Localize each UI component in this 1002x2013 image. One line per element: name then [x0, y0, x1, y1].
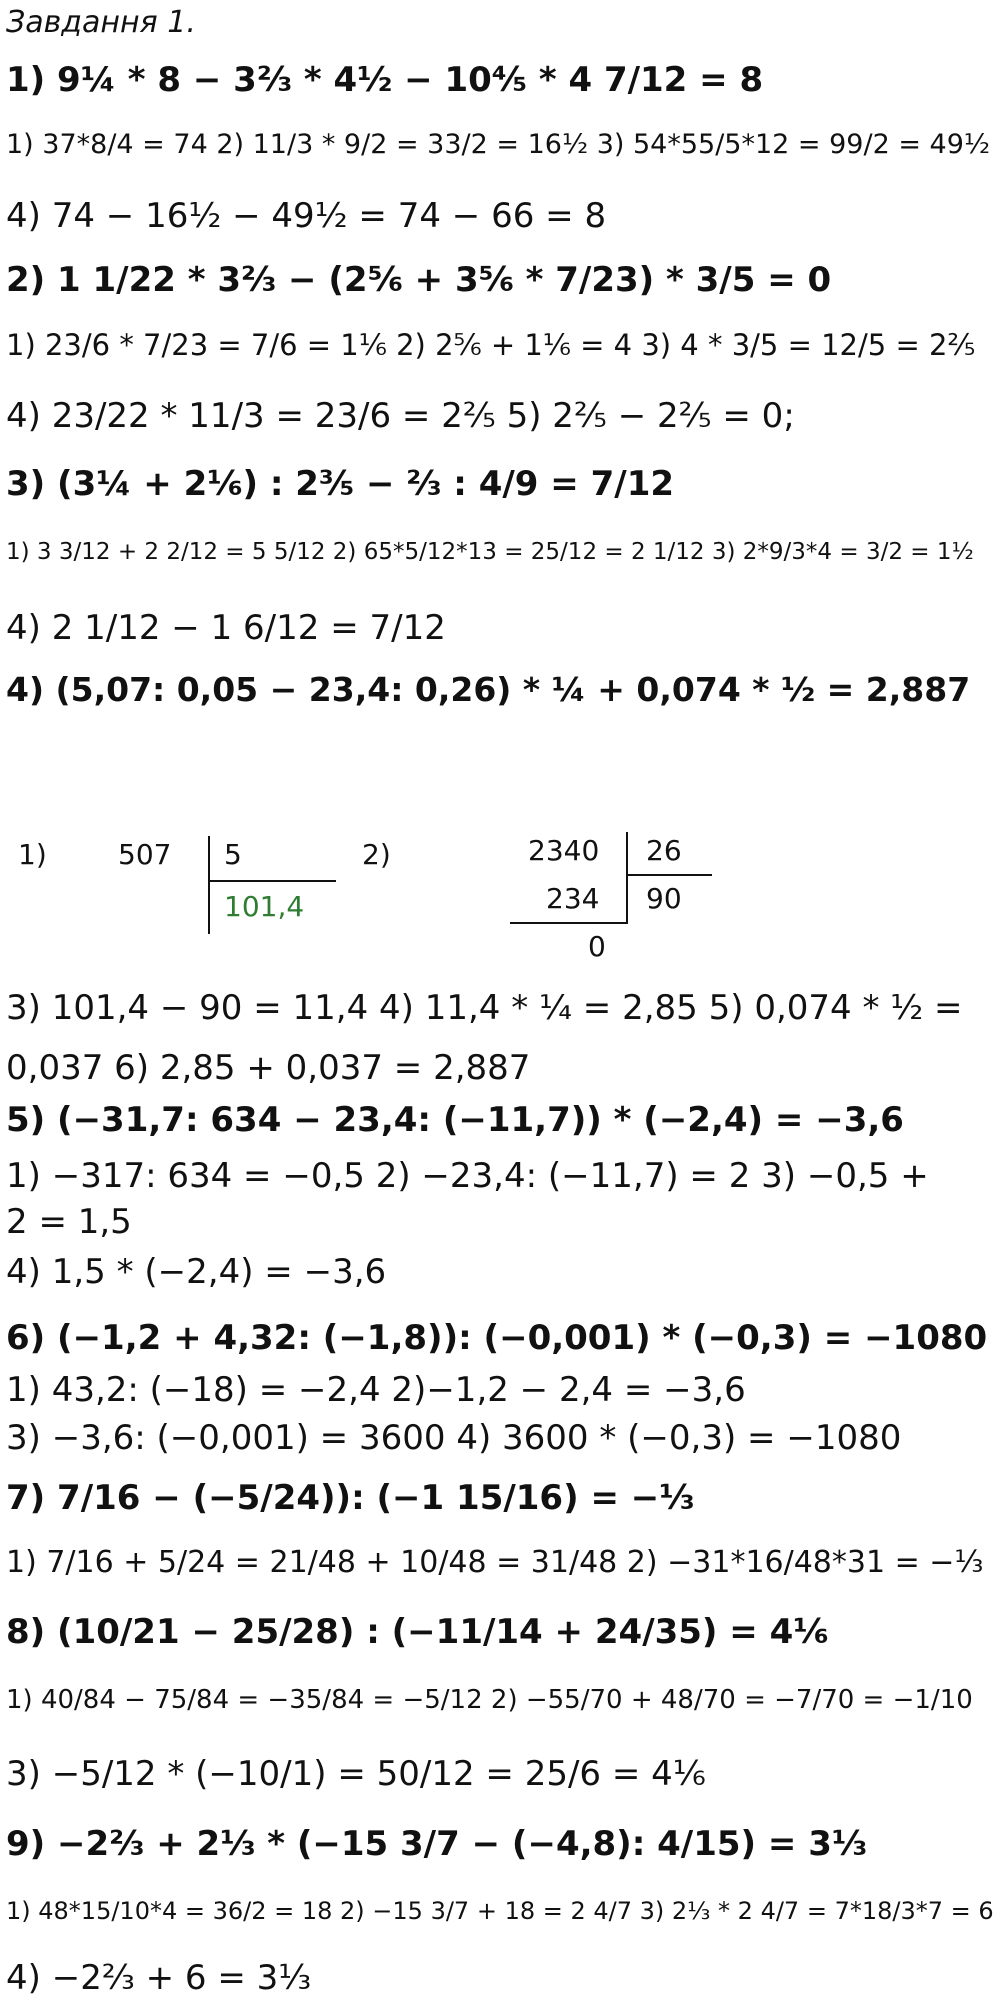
- division-2-remainder: 0: [588, 930, 606, 963]
- task-2-step-4-5: 4) 23/22 * 11/3 = 23/6 = 2⅖ 5) 2⅖ − 2⅖ = 0;: [6, 396, 795, 436]
- division-2-quotient: 90: [646, 882, 682, 915]
- task-3-step-1-3: 1) 3 3/12 + 2 2/12 = 5 5/12 2) 65*5/12*13 = 25/12 = 2 1/12 3) 2*9/3*4 = 3/2 = 1½: [6, 539, 974, 565]
- division-1-divisor: 5: [224, 838, 242, 871]
- task-7-expression: 7) 7/16 − (−5/24)): (−1 15/16) = −⅓: [6, 1478, 695, 1518]
- task-8-step-3: 3) −5/12 * (−10/1) = 50/12 = 25/6 = 4⅙: [6, 1754, 706, 1794]
- task-3-expression: 3) (3¼ + 2⅙) : 2⅗ − ⅔ : 4/9 = 7/12: [6, 464, 675, 504]
- division-2-horizontal-rule: [626, 874, 712, 876]
- task-2-expression: 2) 1 1/22 * 3⅔ − (2⅚ + 3⅚ * 7/23) * 3/5 = 0: [6, 260, 832, 300]
- task-1-step-1-3: 1) 37*8/4 = 74 2) 11/3 * 9/2 = 33/2 = 16½ 3) 54*55/5*12 = 99/2 = 49½: [6, 129, 991, 160]
- division-2-subtrahend: 234: [546, 882, 600, 915]
- division-1-vertical-rule: [208, 836, 210, 934]
- division-2-vertical-rule: [626, 832, 628, 924]
- task-9-step-1-3: 1) 48*15/10*4 = 36/2 = 18 2) −15 3/7 + 18 = 2 4/7 3) 2⅓ * 2 4/7 = 7*18/3*7 = 6: [6, 1897, 994, 1925]
- task-5-step-1-3: 1) −317: 634 = −0,5 2) −23,4: (−11,7) = 2 3) −0,5 +: [6, 1156, 929, 1196]
- task-6-step-1-2: 1) 43,2: (−18) = −2,4 2)−1,2 − 2,4 = −3,6: [6, 1370, 746, 1410]
- division-1-label: 1): [18, 838, 47, 871]
- task-5-step-4: 4) 1,5 * (−2,4) = −3,6: [6, 1252, 387, 1292]
- task-7-step-1-2: 1) 7/16 + 5/24 = 21/48 + 10/48 = 31/48 2) −31*16/48*31 = −⅓: [6, 1545, 984, 1580]
- task-5-step-3-cont: 2 = 1,5: [6, 1202, 132, 1242]
- division-2-dividend: 2340: [528, 834, 600, 867]
- page-title: Завдання 1.: [6, 5, 196, 40]
- task-8-expression: 8) (10/21 − 25/28) : (−11/14 + 24/35) = 4⅙: [6, 1612, 829, 1652]
- task-3-step-4: 4) 2 1/12 − 1 6/12 = 7/12: [6, 608, 446, 648]
- task-2-step-1-3: 1) 23/6 * 7/23 = 7/6 = 1⅙ 2) 2⅚ + 1⅙ = 4 3) 4 * 3/5 = 12/5 = 2⅖: [6, 328, 976, 362]
- task-4-step-6: 0,037 6) 2,85 + 0,037 = 2,887: [6, 1048, 531, 1088]
- division-1-dividend: 507: [118, 838, 172, 871]
- task-5-expression: 5) (−31,7: 634 − 23,4: (−11,7)) * (−2,4) = −3,6: [6, 1100, 904, 1140]
- task-9-step-4: 4) −2⅔ + 6 = 3⅓: [6, 1958, 312, 1998]
- task-4-step-3-5: 3) 101,4 − 90 = 11,4 4) 11,4 * ¼ = 2,85 5) 0,074 * ½ =: [6, 988, 963, 1028]
- task-1-step-4: 4) 74 − 16½ − 49½ = 74 − 66 = 8: [6, 196, 607, 236]
- division-1-quotient: 101,4: [224, 890, 305, 923]
- task-1-expression: 1) 9¼ * 8 − 3⅔ * 4½ − 10⅘ * 4 7/12 = 8: [6, 60, 764, 100]
- division-2-divisor: 26: [646, 834, 682, 867]
- task-8-step-1-2: 1) 40/84 − 75/84 = −35/84 = −5/12 2) −55/70 + 48/70 = −7/70 = −1/10: [6, 1685, 973, 1715]
- task-6-step-3-4: 3) −3,6: (−0,001) = 3600 4) 3600 * (−0,3) = −1080: [6, 1418, 902, 1458]
- division-2-subtract-rule: [510, 922, 628, 924]
- task-9-expression: 9) −2⅔ + 2⅓ * (−15 3/7 − (−4,8): 4/15) = 3⅓: [6, 1824, 868, 1864]
- task-4-expression: 4) (5,07: 0,05 − 23,4: 0,26) * ¼ + 0,074 * ½ = 2,887: [6, 670, 971, 709]
- task-6-expression: 6) (−1,2 + 4,32: (−1,8)): (−0,001) * (−0,3) = −1080: [6, 1318, 988, 1358]
- division-2-label: 2): [362, 838, 391, 871]
- division-1-horizontal-rule: [208, 880, 336, 882]
